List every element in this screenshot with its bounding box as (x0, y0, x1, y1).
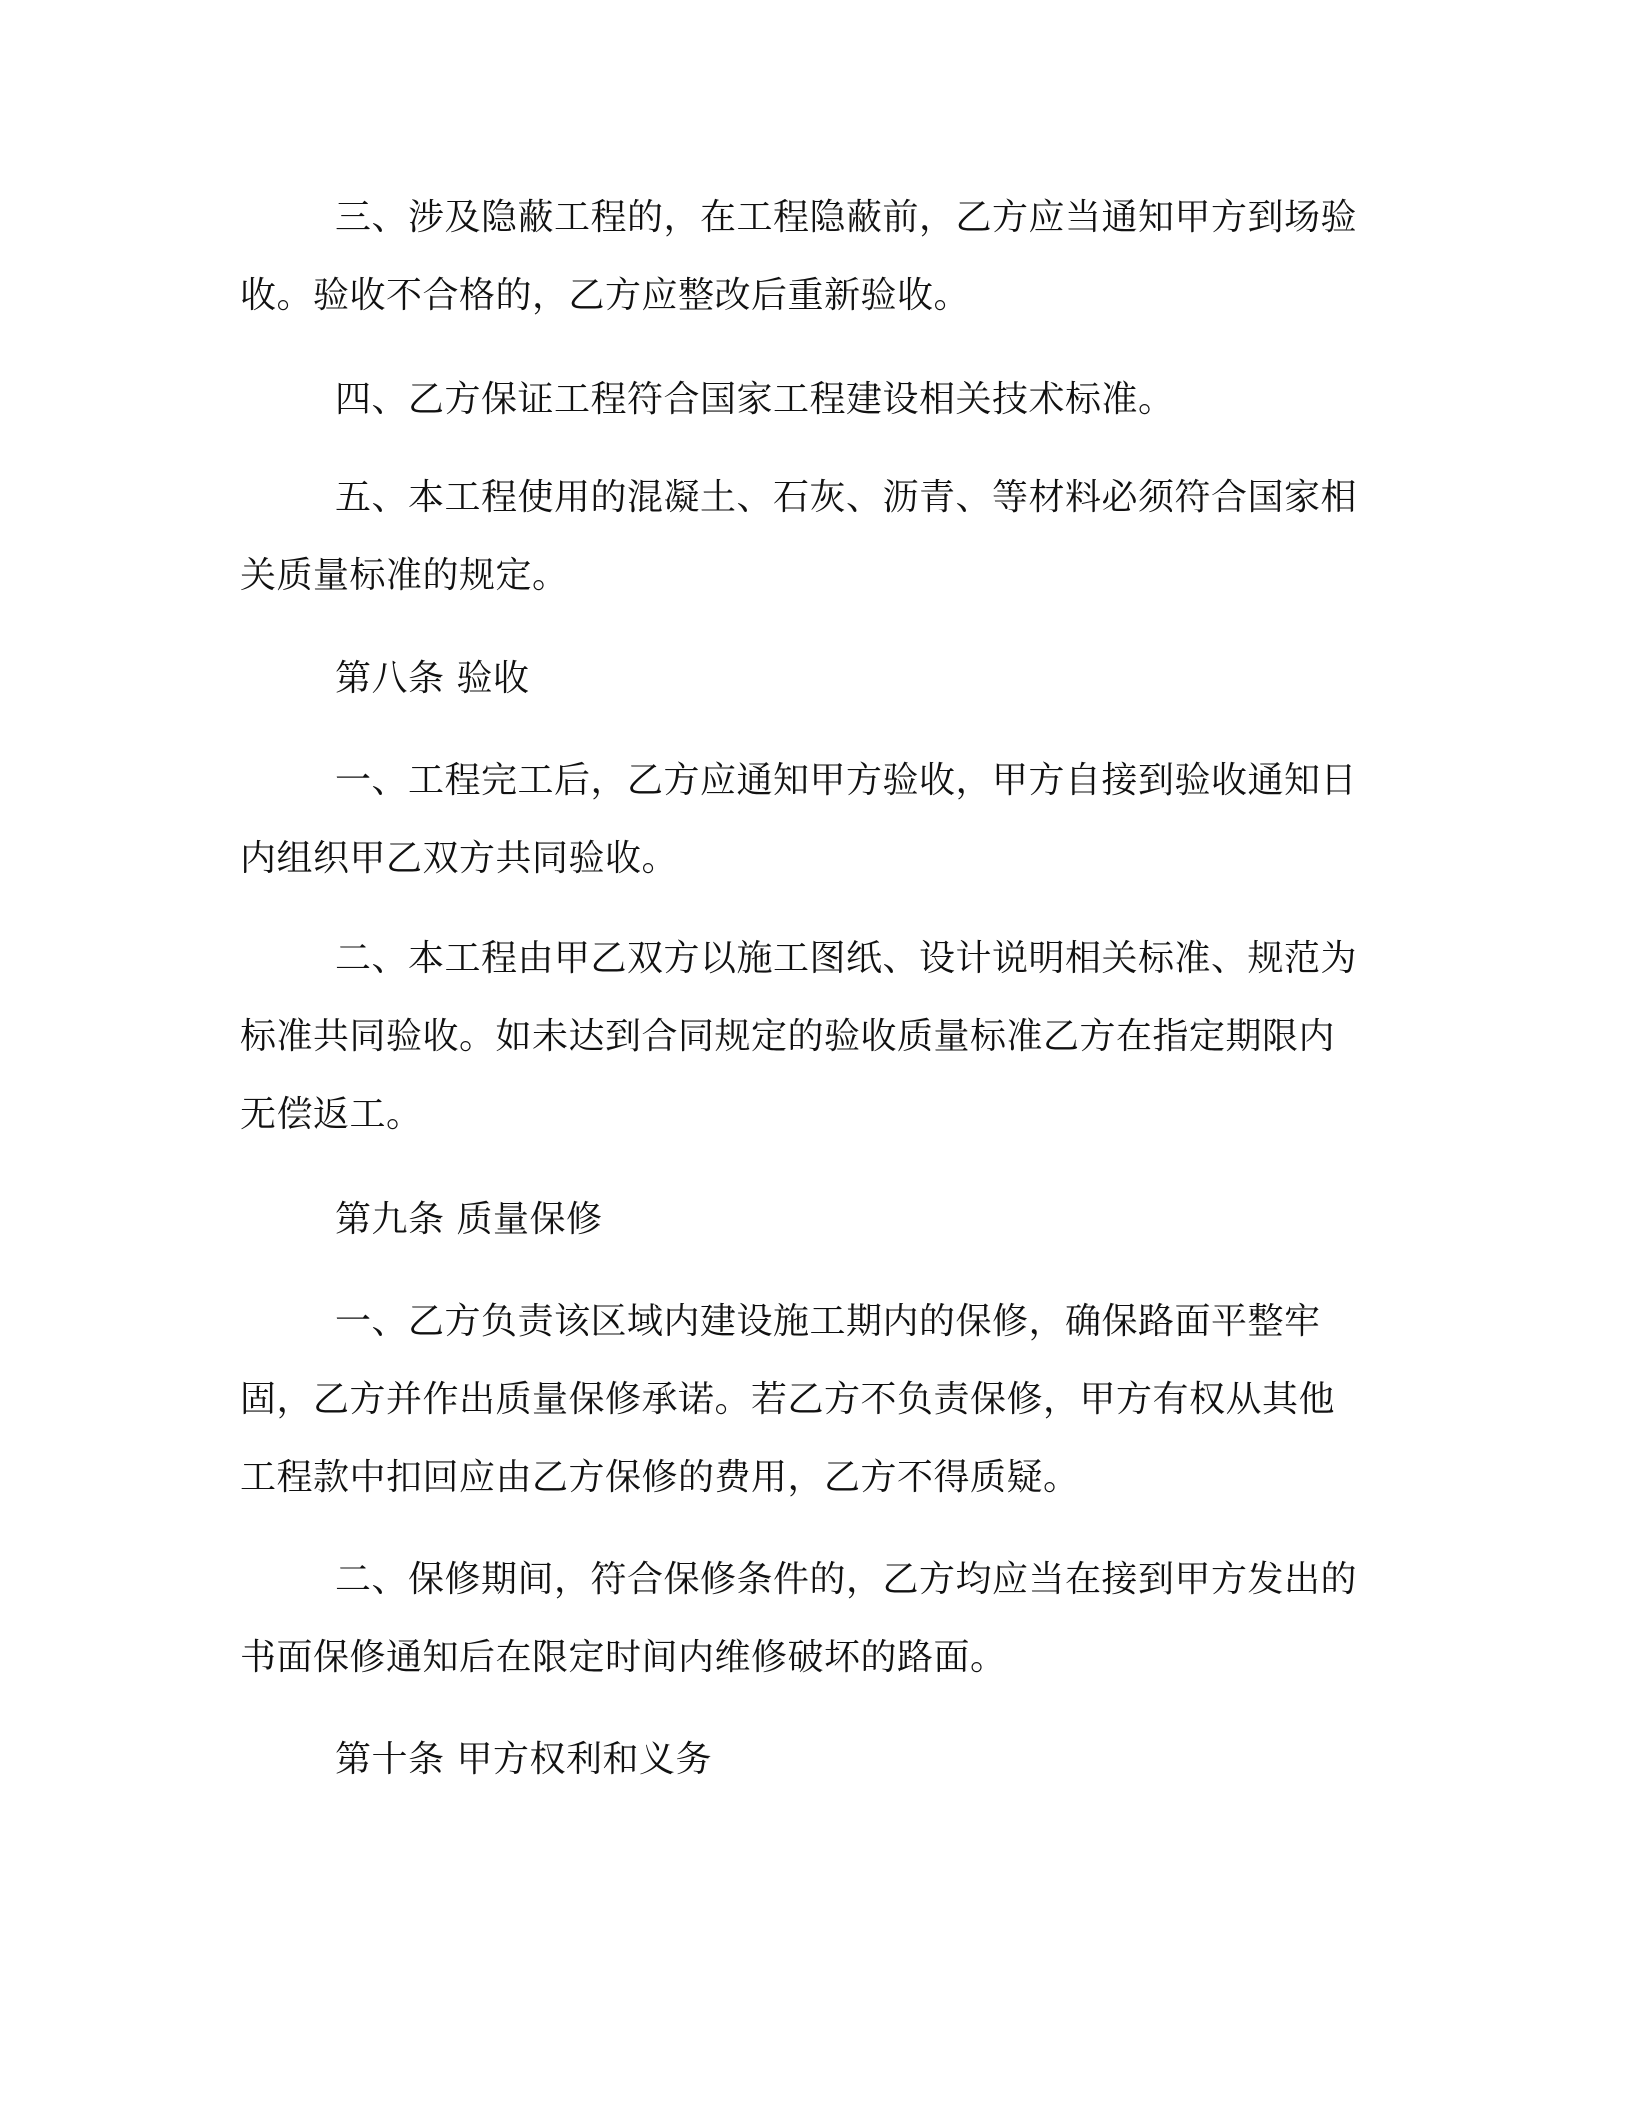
clause-4-line-1: 四、乙方保证工程符合国家工程建设相关技术标准。 (335, 379, 1175, 420)
article-9-heading: 第九条 质量保修 (335, 1199, 603, 1240)
clause-5-line-1: 五、本工程使用的混凝土、石灰、沥青、等材料必须符合国家相 (335, 477, 1358, 518)
article-9-item-1-line-1: 一、乙方负责该区域内建设施工期内的保修，确保路面平整牢 (335, 1301, 1321, 1342)
clause-3-line-1: 三、涉及隐蔽工程的，在工程隐蔽前，乙方应当通知甲方到场验 (335, 197, 1358, 238)
article-9-item-1-line-3: 工程款中扣回应由乙方保修的费用，乙方不得质疑。 (240, 1457, 1080, 1498)
article-9-item-2-line-2: 书面保修通知后在限定时间内维修破坏的路面。 (240, 1637, 1007, 1678)
article-8-item-1-line-2: 内组织甲乙双方共同验收。 (240, 838, 679, 879)
article-10-heading: 第十条 甲方权利和义务 (335, 1739, 712, 1780)
article-9-item-2-line-1: 二、保修期间，符合保修条件的，乙方均应当在接到甲方发出的 (335, 1559, 1358, 1600)
article-8-item-2-line-2: 标准共同验收。如未达到合同规定的验收质量标准乙方在指定期限内 (240, 1016, 1336, 1057)
clause-5-line-2: 关质量标准的规定。 (240, 555, 569, 596)
article-8-heading: 第八条 验收 (335, 658, 530, 699)
article-8-item-2-line-1: 二、本工程由甲乙双方以施工图纸、设计说明相关标准、规范为 (335, 938, 1358, 979)
article-9-item-1-line-2: 固，乙方并作出质量保修承诺。若乙方不负责保修，甲方有权从其他 (240, 1379, 1336, 1420)
article-8-item-1-line-1: 一、工程完工后，乙方应通知甲方验收，甲方自接到验收通知日 (335, 760, 1358, 801)
article-8-item-2-line-3: 无偿返工。 (240, 1094, 423, 1135)
clause-3-line-2: 收。验收不合格的，乙方应整改后重新验收。 (240, 275, 971, 316)
